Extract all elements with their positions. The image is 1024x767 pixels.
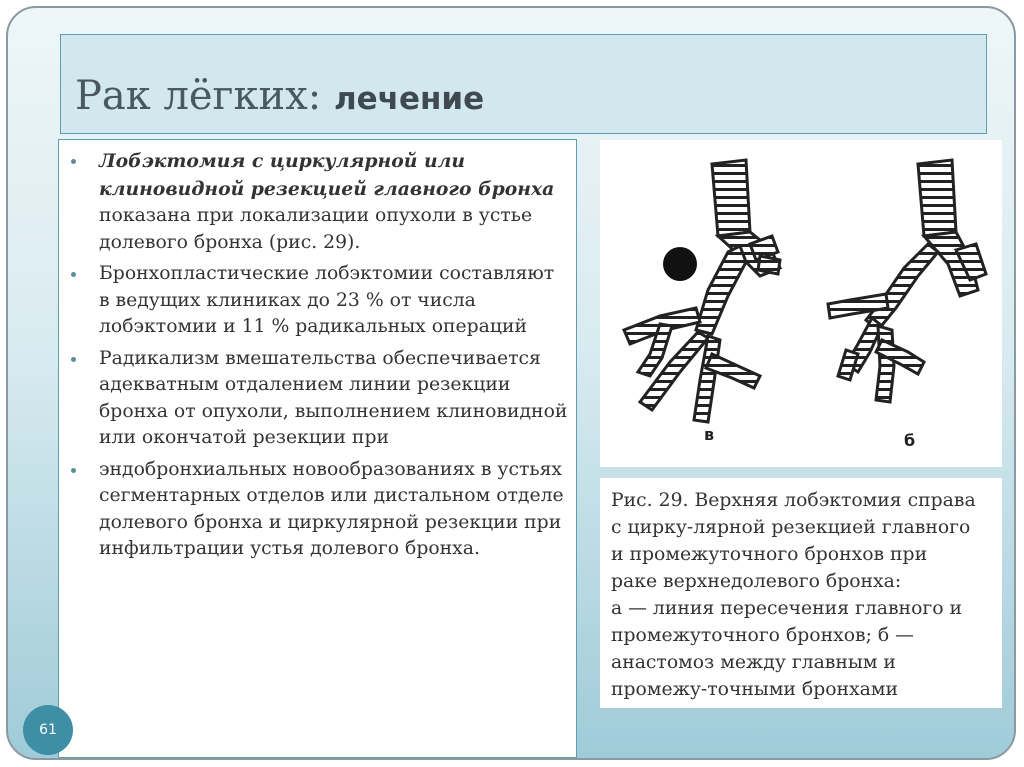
bronchus-figure <box>600 140 1002 467</box>
figure-caption-box <box>600 478 1002 708</box>
bullet-text: Радикализм вмешательства обеспечивается адекватным отдалением линии резекции бронха от опухоли, выполнением клиновидной или окончатой резекции при <box>99 347 568 448</box>
bullet-item <box>59 457 578 563</box>
caption-line: с цирку-лярной резекцией главного <box>611 517 971 538</box>
bullet-dot-icon <box>71 159 76 164</box>
bullet-text: показана при локализации опухоли в устье долевого бронха (рис. 29). <box>99 205 533 253</box>
bullet-list <box>59 148 578 568</box>
caption-line: промежуточного бронхов; б — <box>611 625 914 646</box>
bronchus-illustration <box>600 140 1002 467</box>
bullet-dot-icon <box>71 468 76 473</box>
diagram-b <box>828 160 986 402</box>
diagram-a-label: в <box>704 425 715 444</box>
caption-line: а — линия пересечения главного и <box>611 598 963 619</box>
caption-line: промежу-точными бронхами <box>611 679 898 700</box>
slide-frame <box>6 6 1016 760</box>
figure-caption <box>611 487 996 703</box>
bullet-item <box>59 261 578 341</box>
tumor-mark <box>663 247 697 281</box>
page-number-badge: 61 <box>23 705 73 755</box>
bullet-dot-icon <box>71 272 76 277</box>
title-sub: лечение <box>333 81 485 117</box>
content-box <box>58 139 577 758</box>
bullet-item <box>59 148 578 256</box>
caption-line: анастомоз между главным и <box>611 652 896 673</box>
diagram-a <box>624 160 780 422</box>
bullet-emphasis-line: клиновидной резекцией главного бронха <box>99 177 555 200</box>
title-box <box>60 34 987 134</box>
caption-line: Рис. 29. Верхняя лобэктомия справа <box>611 490 976 511</box>
diagram-b-label: б <box>904 431 916 450</box>
bullet-text: эндобронхиальных новообразованиях в устьях сегментарных отделов или дистальном отделе долевого бронха и циркулярной резекции при инфильтрации устья долевого бронха. <box>99 458 564 559</box>
bullet-emphasis-line: Лобэктомия с циркулярной или <box>99 150 466 172</box>
bullet-item <box>59 346 578 452</box>
title-main: Рак лёгких: <box>75 73 322 119</box>
bullet-text: Бронхопластические лобэктомии составляют в ведущих клиниках до 23 % от числа лобэктомии и 11 % радикальных операций <box>99 263 555 337</box>
slide-title <box>75 73 484 119</box>
caption-line: раке верхнедолевого бронха: <box>611 571 902 592</box>
bullet-dot-icon <box>71 357 76 362</box>
caption-line: и промежуточного бронхов при <box>611 544 928 565</box>
